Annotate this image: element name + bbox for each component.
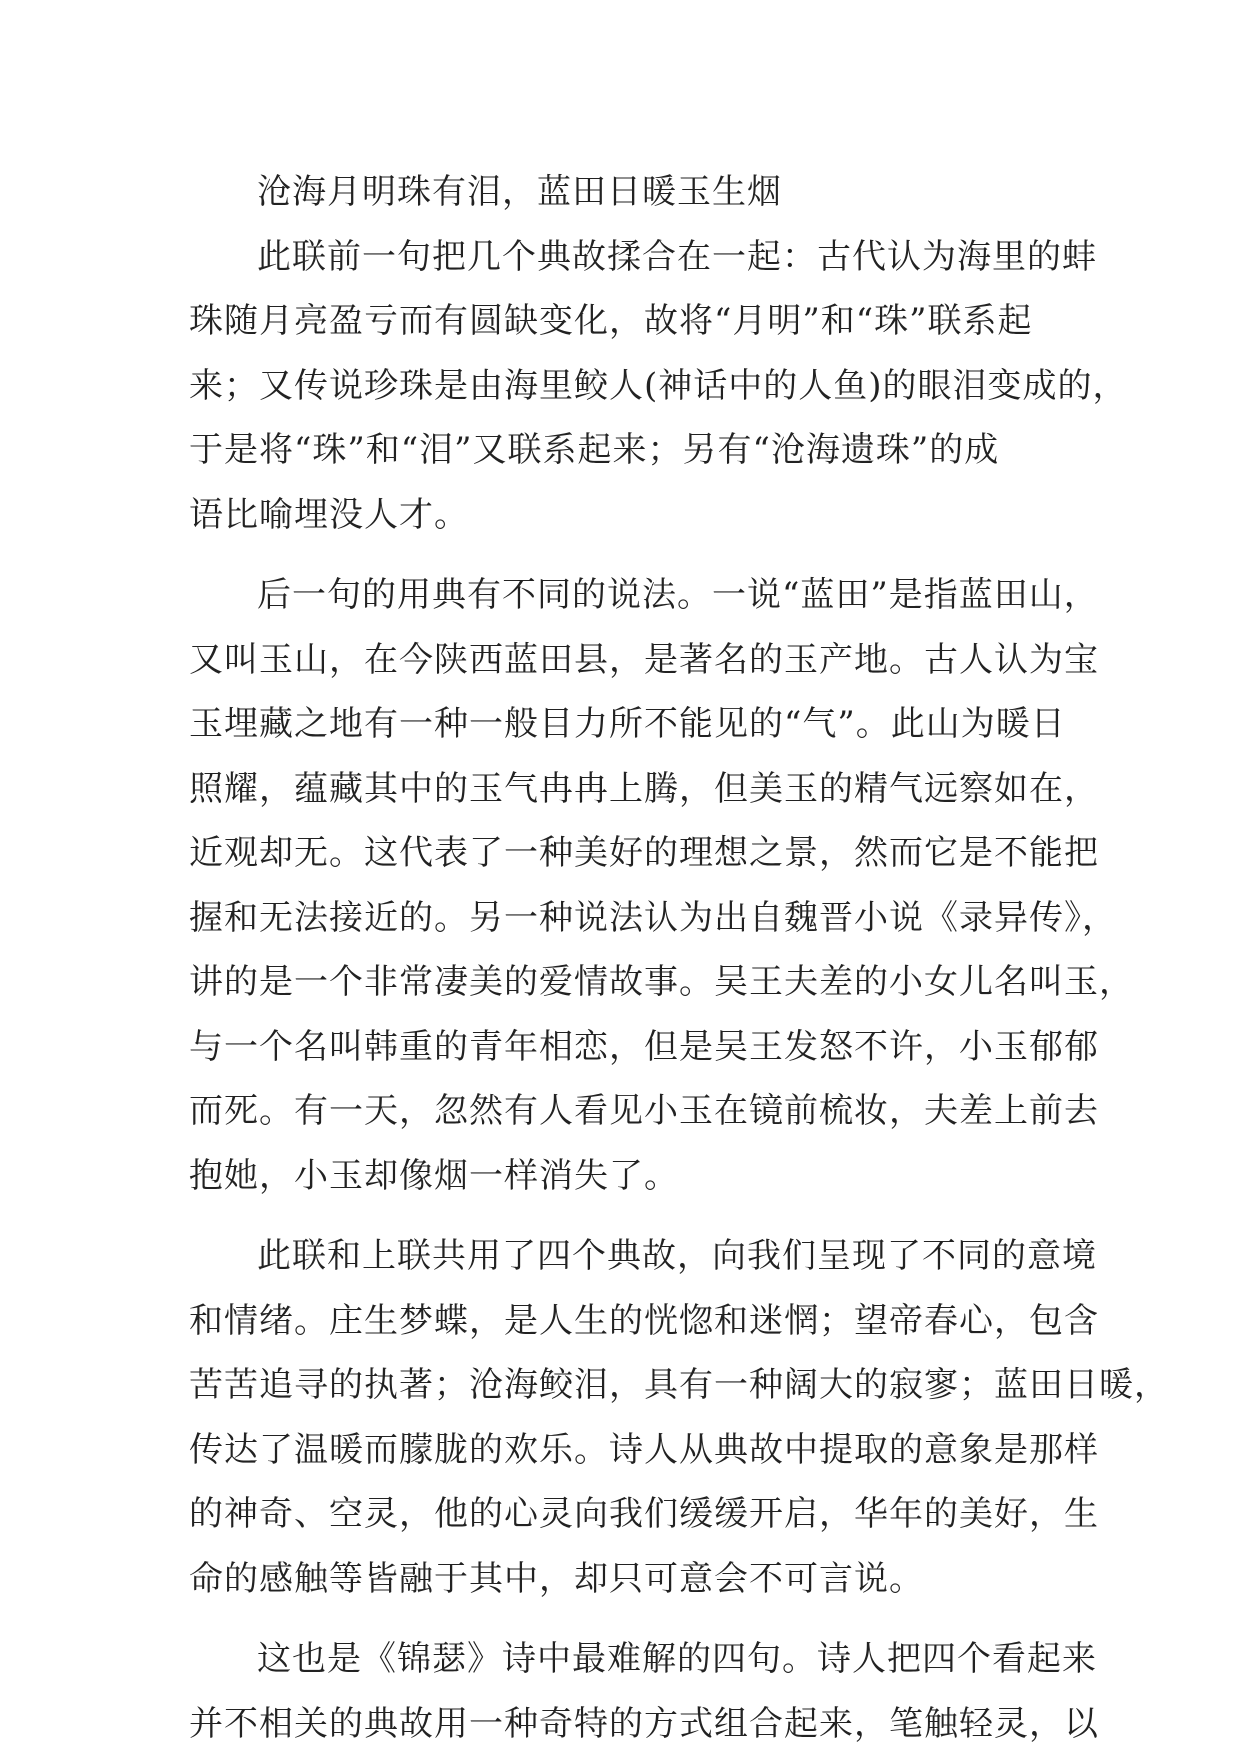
- paragraph-line: 与一个名叫韩重的青年相恋，但是吴王发怒不许，小玉郁郁: [189, 1015, 1055, 1080]
- paragraph-line: 而死。有一天，忽然有人看见小玉在镜前梳妆，夫差上前去: [189, 1079, 1055, 1144]
- paragraph-spacing: [189, 547, 1055, 563]
- paragraph-line: 此联前一句把几个典故揉合在一起：古代认为海里的蚌: [189, 225, 1055, 290]
- paragraph-line: 于是将“珠”和“泪”又联系起来；另有“沧海遗珠”的成: [189, 418, 1055, 483]
- paragraph-line: 的神奇、空灵，他的心灵向我们缓缓开启，华年的美好，生: [189, 1482, 1055, 1547]
- paragraph-3: [189, 1224, 1055, 1611]
- paragraph-line: 近观却无。这代表了一种美好的理想之景，然而它是不能把: [189, 821, 1055, 886]
- paragraph-line: 照耀，蕴藏其中的玉气冉冉上腾，但美玉的精气远察如在，: [189, 757, 1055, 822]
- paragraph-line: 来；又传说珍珠是由海里鲛人(神话中的人鱼)的眼泪变成的，: [189, 354, 1055, 419]
- paragraph-2: [189, 563, 1055, 1208]
- paragraph-line: 此联和上联共用了四个典故，向我们呈现了不同的意境: [189, 1224, 1055, 1289]
- paragraph-line: 讲的是一个非常凄美的爱情故事。吴王夫差的小女儿名叫玉，: [189, 950, 1055, 1015]
- paragraph-line: 珠随月亮盈亏而有圆缺变化，故将“月明”和“珠”联系起: [189, 289, 1055, 354]
- paragraph-line: 握和无法接近的。另一种说法认为出自魏晋小说《录异传》，: [189, 886, 1055, 951]
- paragraph-line: 苦苦追寻的执著；沧海鲛泪，具有一种阔大的寂寥；蓝田日暖，: [189, 1353, 1055, 1418]
- paragraph-line: 后一句的用典有不同的说法。一说“蓝田”是指蓝田山，: [189, 563, 1055, 628]
- paragraph-line: 玉埋藏之地有一种一般目力所不能见的“气”。此山为暖日: [189, 692, 1055, 757]
- paragraph-4: [189, 1627, 1055, 1756]
- paragraph-line: 并不相关的典故用一种奇特的方式组合起来，笔触轻灵，以: [189, 1692, 1055, 1756]
- paragraph-line: 命的感触等皆融于其中，却只可意会不可言说。: [189, 1547, 1055, 1612]
- paragraph-line: 又叫玉山，在今陕西蓝田县，是著名的玉产地。古人认为宝: [189, 628, 1055, 693]
- paragraph-1: [189, 225, 1055, 548]
- paragraph-spacing: [189, 1611, 1055, 1627]
- document-title: 沧海月明珠有泪，蓝田日暖玉生烟: [189, 160, 1055, 225]
- paragraph-line: 这也是《锦瑟》诗中最难解的四句。诗人把四个看起来: [189, 1627, 1055, 1692]
- paragraph-line: 和情绪。庄生梦蝶，是人生的恍惚和迷惘；望帝春心，包含: [189, 1289, 1055, 1354]
- paragraph-line: 语比喻埋没人才。: [189, 483, 1055, 548]
- paragraph-spacing: [189, 1208, 1055, 1224]
- paragraph-line: 传达了温暖而朦胧的欢乐。诗人从典故中提取的意象是那样: [189, 1418, 1055, 1483]
- paragraph-line: 抱她，小玉却像烟一样消失了。: [189, 1144, 1055, 1209]
- document-body: [189, 160, 1055, 1756]
